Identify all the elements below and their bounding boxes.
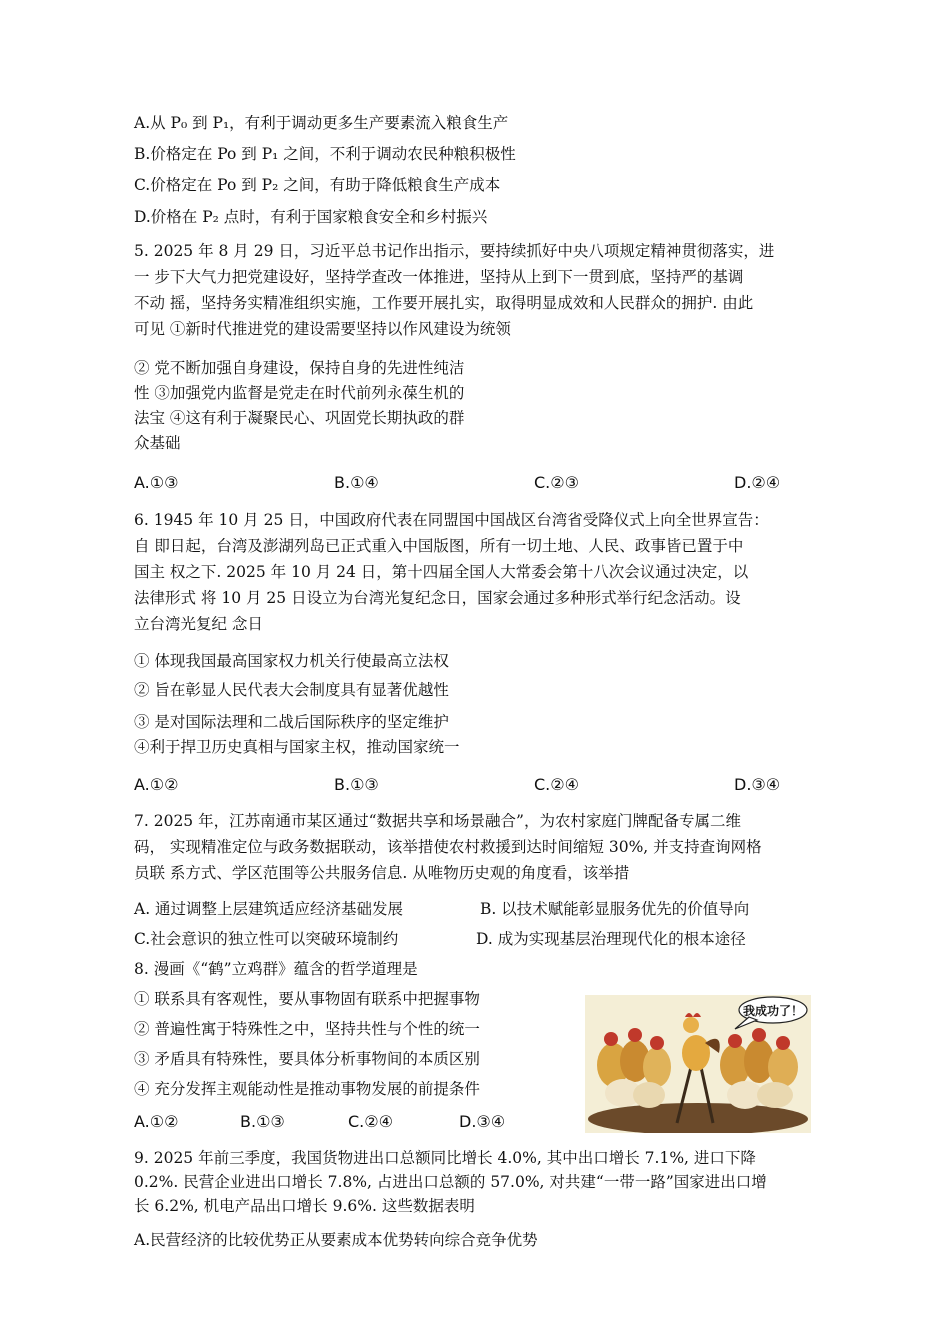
hen-group-right [720,1028,798,1109]
q5-statement-line: ② 党不断加强自身建设，保持自身的先进性纯洁 [134,359,465,377]
q9-option-a: A.民营经济的比较优势正从要素成本优势转向综合竞争优势 [134,1231,538,1249]
q5-stem-line: 不动 摇，坚持务实精准组织实施，工作要开展扎实，取得明显成效和人民群众的拥护. 由此 [134,294,754,312]
q6-stem-line: 自 即日起，台湾及澎湖列岛已正式重入中国版图，所有一切土地、人民、政事皆已置于中 [134,537,744,555]
q5-statement-line: 法宝 ④这有利于凝聚民心、巩固党长期执政的群 [134,409,465,427]
q8-choice-a: A.①② [134,1112,179,1131]
q5-stem-line: 5. 2025 年 8 月 29 日，习近平总书记作出指示，要持续抓好中央八项规定精神贯彻落实，进 [134,242,775,260]
q5-statement-line: 众基础 [134,434,181,452]
q7-option-d: D. 成为实现基层治理现代化的根本途径 [476,930,746,948]
q7-stem-line: 7. 2025 年，江苏南通市某区通过“数据共享和场景融合”，为农村家庭门牌配备专属二维 [134,812,741,830]
q5-choice-a: A.①③ [134,473,179,492]
q6-choice-d: D.③④ [734,775,781,794]
q8-choice-d: D.③④ [459,1112,506,1131]
q6-stem-line: 6. 1945 年 10 月 25 日，中国政府代表在同盟国中国战区台湾省受降仪式上向全世界宣告： [134,511,769,529]
q6-choice-a: A.①② [134,775,179,794]
q6-choice-b: B.①③ [334,775,379,794]
q7-option-b: B. 以技术赋能彰显服务优先的价值导向 [480,900,750,918]
q6-statement-line: ② 旨在彰显人民代表大会制度具有显著优越性 [134,681,449,699]
q6-statement-line: ④利于捍卫历史真相与国家主权，推动国家统一 [134,738,460,756]
q6-choice-c: C.②④ [534,775,579,794]
q6-stem-line: 立台湾光复纪 念日 [134,615,263,633]
q8-choice-b: B.①③ [240,1112,285,1131]
q8-statement-line: ③ 矛盾具有特殊性，要具体分析事物间的本质区别 [134,1050,480,1068]
q7-stem-line: 码， 实现精准定位与政务数据联动，该举措使农村救援到达时间缩短 30%, 并支持查询网格 [134,838,762,856]
q8-stem: 8. 漫画《“鹤”立鸡群》蕴含的哲学道理是 [134,960,418,978]
cartoon-illustration [585,995,811,1133]
q5-choice-b: B.①④ [334,473,379,492]
q6-stem-line: 国主 权之下. 2025 年 10 月 24 日，第十四届全国人大常委会第十八次会议通过决定，以 [134,563,749,581]
q8-choice-c: C.②④ [348,1112,393,1131]
q8-statement-line: ① 联系具有客观性，要从事物固有联系中把握事物 [134,990,480,1008]
q7-option-a: A. 通过调整上层建筑适应经济基础发展 [134,900,404,918]
q5-statement-line: 性 ③加强党内监督是党走在时代前列永葆生机的 [134,384,465,402]
q5-choice-c: C.②③ [534,473,579,492]
q4-option-c: C.价格定在 Po 到 P₂ 之间，有助于降低粮食生产成本 [134,176,501,194]
q9-stem-line: 0.2%. 民营企业进出口增长 7.8%, 占进出口总额的 57.0%, 对共建“一带一路”国家进出口增 [134,1173,767,1191]
cartoon-bubble-text: 我成功了！ [742,1004,804,1018]
hen-group-left [597,1028,671,1108]
q9-stem-line: 长 6.2%, 机电产品出口增长 9.6%. 这些数据表明 [134,1197,475,1215]
q4-option-b: B.价格定在 Po 到 P₁ 之间，不利于调动农民种粮积极性 [134,145,516,163]
q8-statement-line: ④ 充分发挥主观能动性是推动事物发展的前提条件 [134,1080,480,1098]
q7-option-c: C.社会意识的独立性可以突破环境制约 [134,930,399,948]
q6-statement-line: ③ 是对国际法理和二战后国际秩序的坚定维护 [134,713,449,731]
q5-stem-line: 可见 ①新时代推进党的建设需要坚持以作风建设为统领 [134,320,511,338]
crane-among-chickens-cartoon [585,995,811,1133]
q9-stem-line: 9. 2025 年前三季度，我国货物进出口总额同比增长 4.0%, 其中出口增长 7.1%, 进口下降 [134,1149,756,1167]
q4-option-d: D.价格在 P₂ 点时，有利于国家粮食安全和乡村振兴 [134,208,488,226]
q6-stem-line: 法律形式 将 10 月 25 日设立为台湾光复纪念日，国家会通过多种形式举行纪念活动。设 [134,589,741,607]
q4-option-a: A.从 P₀ 到 P₁，有利于调动更多生产要素流入粮食生产 [134,114,509,132]
q7-stem-line: 员联 系方式、学区范围等公共服务信息. 从唯物历史观的角度看，该举措 [134,864,630,882]
q8-statement-line: ② 普遍性寓于特殊性之中，坚持共性与个性的统一 [134,1020,480,1038]
q5-stem-line: 一 步下大气力把党建设好，坚持学查改一体推进，坚持从上到下一贯到底，坚持严的基调 [134,268,744,286]
q5-choice-d: D.②④ [734,473,781,492]
q6-statement-line: ① 体现我国最高国家权力机关行使最高立法权 [134,652,449,670]
